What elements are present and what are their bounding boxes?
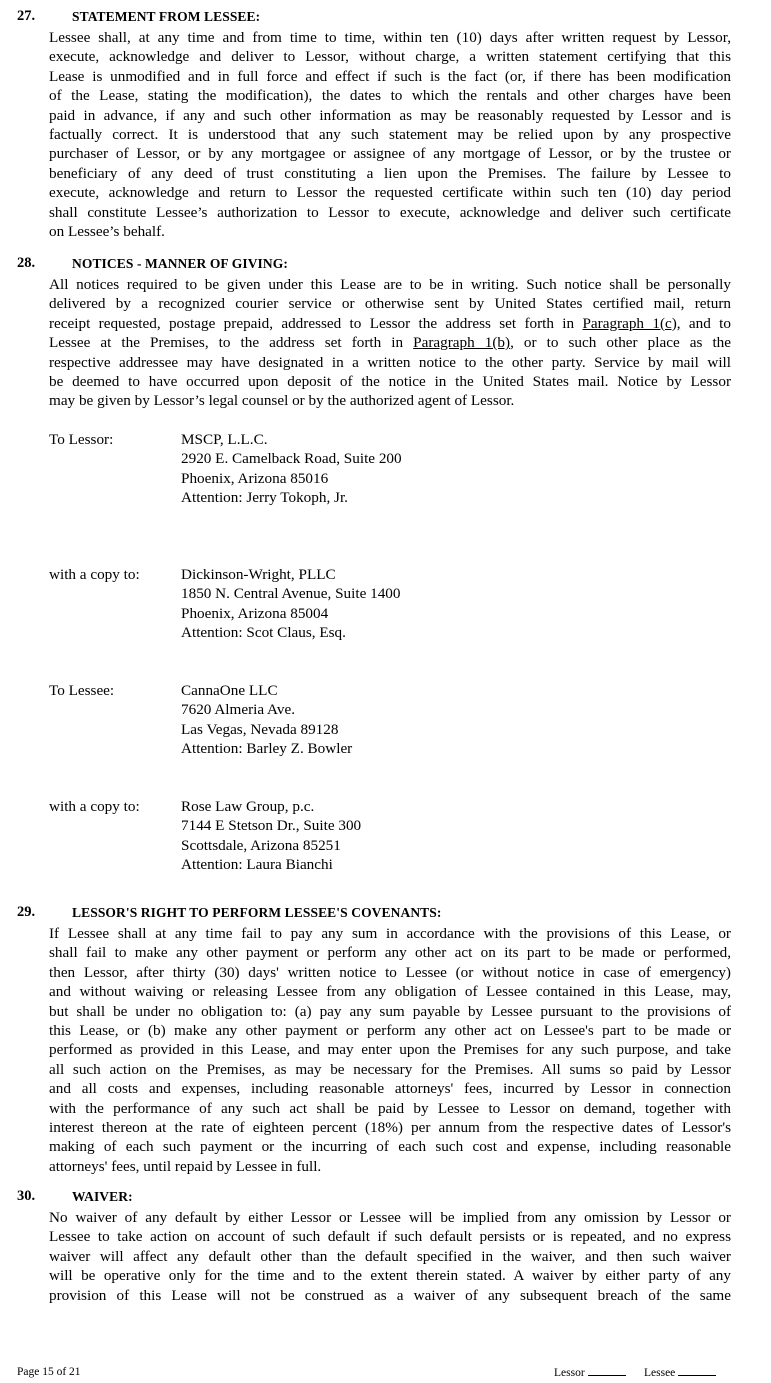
address-label: To Lessee:: [49, 682, 115, 699]
address-line: 2920 E. Camelback Road, Suite 200: [181, 450, 402, 468]
section-number: 29.: [17, 904, 36, 920]
address-line: 7620 Almeria Ave.: [181, 701, 296, 719]
paragraph-reference: Paragraph 1(c),: [582, 314, 681, 332]
paragraph-line: Lessee to take action on account of such default if such default persists or is repeated, and no express: [49, 1228, 731, 1246]
paragraph-line: may be given by Lessor’s legal counsel or by the authorized agent of Lessor.: [49, 392, 515, 410]
paragraph-line: this Lease, or (b) make any other payment or perform any other act on Lessee's part to be made or: [49, 1021, 731, 1039]
paragraph-line: beneficiary of any deed of trust constituting a lien upon the Premises. The failure by Lessee to: [49, 164, 731, 182]
address-line: 7144 E Stetson Dr., Suite 300: [181, 817, 362, 835]
address-line: Attention: Barley Z. Bowler: [181, 740, 353, 758]
paragraph-line: paid in advance, if any and such other information as may be reasonably requested by Lessor and is: [49, 106, 731, 124]
line-text: and to: [680, 314, 731, 332]
section-body: [49, 924, 731, 1176]
paragraph-line: If Lessee shall at any time fail to pay any sum in accordance with the provisions of this Lease, or: [49, 925, 731, 942]
section-number: 30.: [17, 1188, 36, 1204]
paragraph-line: with the performance of any such act shall be paid by Lessee to Lessor on demand, together with: [49, 1099, 731, 1117]
address-line: Scottsdale, Arizona 85251: [181, 836, 341, 854]
address-lines: [181, 681, 352, 759]
section-title: STATEMENT FROM LESSEE:: [72, 9, 261, 24]
lessee-initials-label: Lessee: [644, 1367, 676, 1379]
address-label: with a copy to:: [49, 566, 140, 583]
paragraph-line: Lease is unmodified and in full force and effect if such is the fact (or, if there has been modification: [49, 67, 731, 85]
paragraph-line: [49, 314, 731, 333]
paragraph-line: performed as provided in this Lease, and may enter upon the Premises for any such purpose, and take: [49, 1041, 731, 1059]
address-label: with a copy to:: [49, 798, 140, 815]
paragraph-line: attorneys' fees, until repaid by Lessee in full.: [49, 1157, 322, 1175]
lessee-initials: [644, 1364, 716, 1381]
paragraph-line: making of each such payment or the incurring of each such cost and expense, including reasonable: [49, 1138, 731, 1156]
paragraph-reference: Paragraph 1(b): [413, 334, 511, 352]
address-lines: [181, 797, 361, 875]
paragraph-line: All notices required to be given under this Lease are to be in writing. Such notice shall be personally: [49, 276, 731, 293]
page-number: Page 15 of 21: [17, 1366, 81, 1378]
paragraph-line: of the Lease, stating the modification), the dates to which the rentals and other charges have been: [49, 87, 731, 105]
paragraph-line: waiver will affect any default other than the default specified in the waiver, and then such waiver: [49, 1247, 731, 1265]
paragraph-line: be deemed to have occurred upon deposit of the notice in the United States mail. Notice by Lessor: [49, 372, 731, 390]
address-lines: [181, 565, 400, 643]
paragraph-line: respective addressee may have designated in a written notice to the other party. Service by mail will: [49, 353, 731, 371]
address-line: MSCP, L.L.C.: [181, 431, 268, 448]
address-line: Phoenix, Arizona 85016: [181, 469, 329, 487]
paragraph-line: Lessee shall, at any time and from time to time, within ten (10) days after written request by Lessor,: [49, 29, 731, 46]
section-number: 27.: [17, 8, 36, 24]
address-lines: [181, 430, 402, 508]
paragraph-line: will be operative only for the time and to the extent therein stated. A waiver by either party of any: [49, 1267, 731, 1285]
paragraph-line: shall fail to make any other payment or perform any other act on its part to be made or performed,: [49, 944, 731, 962]
line-text: , or to such other place as the: [510, 334, 731, 352]
paragraph-line: factually correct. It is understood that any such statement may be relied upon by any prospective: [49, 125, 731, 143]
paragraph-line: but shall be under no obligation to: (a) pay any sum payable by Lessee pursuant to the provisions of: [49, 1002, 731, 1020]
address-line: Attention: Scot Claus, Esq.: [181, 624, 346, 642]
address-line: Las Vegas, Nevada 89128: [181, 720, 339, 738]
section-body: [49, 275, 731, 411]
address-line: Attention: Jerry Tokoph, Jr.: [181, 489, 348, 507]
paragraph-line: No waiver of any default by either Lessor or Lessee will be implied from any omission by Lessor or: [49, 1209, 731, 1226]
paragraph-line: execute, acknowledge and deliver to Lessor, without charge, a written statement certifying that this: [49, 48, 731, 66]
address-line: Attention: Laura Bianchi: [181, 856, 333, 874]
lessor-initials-label: Lessor: [554, 1367, 585, 1379]
section-number: 28.: [17, 255, 36, 271]
section-body: [49, 1208, 731, 1305]
line-text: Lessee at the Premises, to the address set forth in: [49, 334, 414, 352]
address-line: Dickinson-Wright, PLLC: [181, 566, 336, 583]
section-title: LESSOR'S RIGHT TO PERFORM LESSEE'S COVENANTS:: [72, 905, 442, 920]
address-line: Phoenix, Arizona 85004: [181, 604, 329, 622]
paragraph-line: all such action on the Premises, as may be necessary for the Premises. All sums so paid by Lessor: [49, 1060, 731, 1078]
paragraph-line: execute, acknowledge and return to Lessor the requested certificate within such ten (10) day period: [49, 184, 731, 202]
lessor-initials: [554, 1364, 626, 1381]
section-title: WAIVER:: [72, 1189, 133, 1204]
paragraph-line: interest thereon at the rate of eighteen percent (18%) per annum from the respective dates of Lessor's: [49, 1118, 731, 1136]
address-line: 1850 N. Central Avenue, Suite 1400: [181, 585, 401, 603]
paragraph-line: and all costs and expenses, including reasonable attorneys' fees, incurred by Lessor in connection: [49, 1080, 731, 1098]
line-text: receipt requested, postage prepaid, addressed to Lessor the address set forth in: [49, 314, 583, 332]
paragraph-line: and without waiving or releasing Lessee from any obligation of Lessee contained in this Lease, may,: [49, 983, 731, 1001]
lessee-initials-blank: [678, 1364, 716, 1376]
paragraph-line: [49, 333, 731, 352]
paragraph-line: shall constitute Lessee’s authorization to Lessor to execute, acknowledge and deliver such certificate: [49, 203, 731, 221]
paragraph-line: then Lessor, after thirty (30) days' written notice to Lessee (or without notice in case of emergency): [49, 963, 731, 981]
lessor-initials-blank: [588, 1364, 626, 1376]
paragraph-line: provision of this Lease will not be construed as a waiver of any subsequent breach of the same: [49, 1286, 731, 1304]
address-label: To Lessor:: [49, 431, 114, 448]
section-title: NOTICES - MANNER OF GIVING:: [72, 256, 288, 271]
paragraph-line: on Lessee’s behalf.: [49, 222, 165, 240]
address-line: CannaOne LLC: [181, 682, 278, 699]
paragraph-line: purchaser of Lessor, or by any mortgagee or assignee of any mortgage of Lessor, or by the trustee or: [49, 145, 731, 163]
paragraph-line: delivered by a recognized courier service or otherwise sent by United States certified mail, return: [49, 295, 731, 313]
address-line: Rose Law Group, p.c.: [181, 798, 315, 815]
section-body: [49, 28, 731, 241]
